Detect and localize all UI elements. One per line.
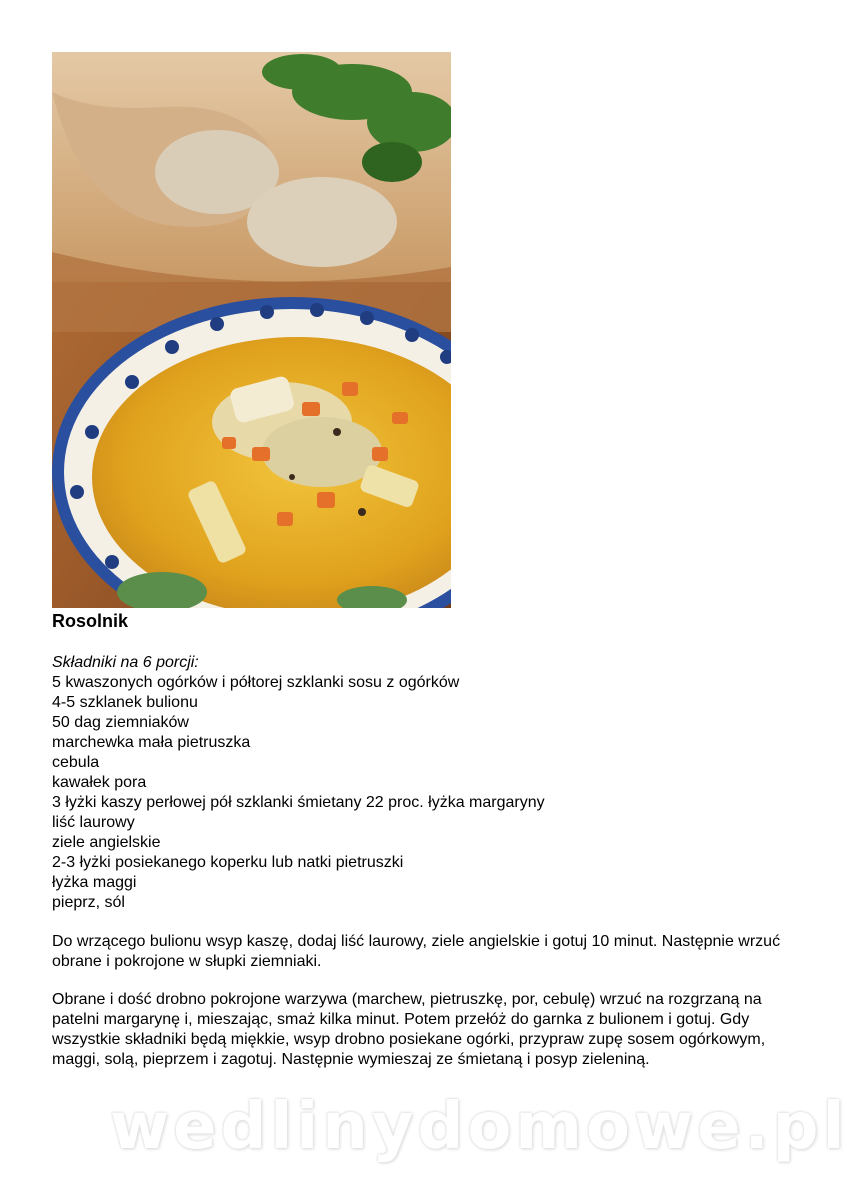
ingredient-item: 5 kwaszonych ogórków i półtorej szklanki sosu z ogórków: [52, 674, 460, 691]
ingredient-item: 2-3 łyżki posiekanego koperku lub natki pietruszki: [52, 854, 404, 871]
ingredient-item: ziele angielskie: [52, 834, 161, 851]
ingredients-heading: Składniki na 6 porcji:: [52, 654, 199, 671]
site-watermark: wedlinydomowe.pl: [110, 1090, 849, 1164]
ingredient-item: 4-5 szklanek bulionu: [52, 694, 198, 711]
ingredient-item: liść laurowy: [52, 814, 135, 831]
soup-photo: [52, 52, 451, 608]
soup-bowl-photo-icon: [52, 52, 451, 608]
ingredient-item: marchewka mała pietruszka: [52, 734, 251, 751]
ingredient-item: cebula: [52, 754, 100, 771]
ingredients-list: [52, 653, 812, 913]
ingredient-item: kawałek pora: [52, 774, 147, 791]
recipe-title: Rosolnik: [52, 611, 129, 631]
instruction-step: Do wrzącego bulionu wsyp kaszę, dodaj liść laurowy, ziele angielskie i gotuj 10 minut. Następnie wrzuć obrane i pokrojone w słupki ziemniaki.: [52, 933, 781, 970]
ingredient-item: łyżka maggi: [52, 874, 137, 891]
ingredient-item: pieprz, sól: [52, 894, 125, 911]
ingredient-item: 50 dag ziemniaków: [52, 714, 189, 731]
instruction-step: Obrane i dość drobno pokrojone warzywa (marchew, pietruszkę, por, cebulę) wrzuć na rozgrzaną na patelni margarynę i, mieszając, smaż kilka minut. Potem przełóż do garnka z bulionem i gotuj. Gdy wszystkie składniki będą miękkie, wsyp drobno posiekane ogórki, przypraw zupę sosem ogórkowym, maggi, solą, pieprzem i zagotuj. Następnie wymieszaj ze śmietaną i posyp zieleniną.: [52, 991, 766, 1068]
ingredient-item: 3 łyżki kaszy perłowej pół szklanki śmietany 22 proc. łyżka margaryny: [52, 794, 545, 811]
